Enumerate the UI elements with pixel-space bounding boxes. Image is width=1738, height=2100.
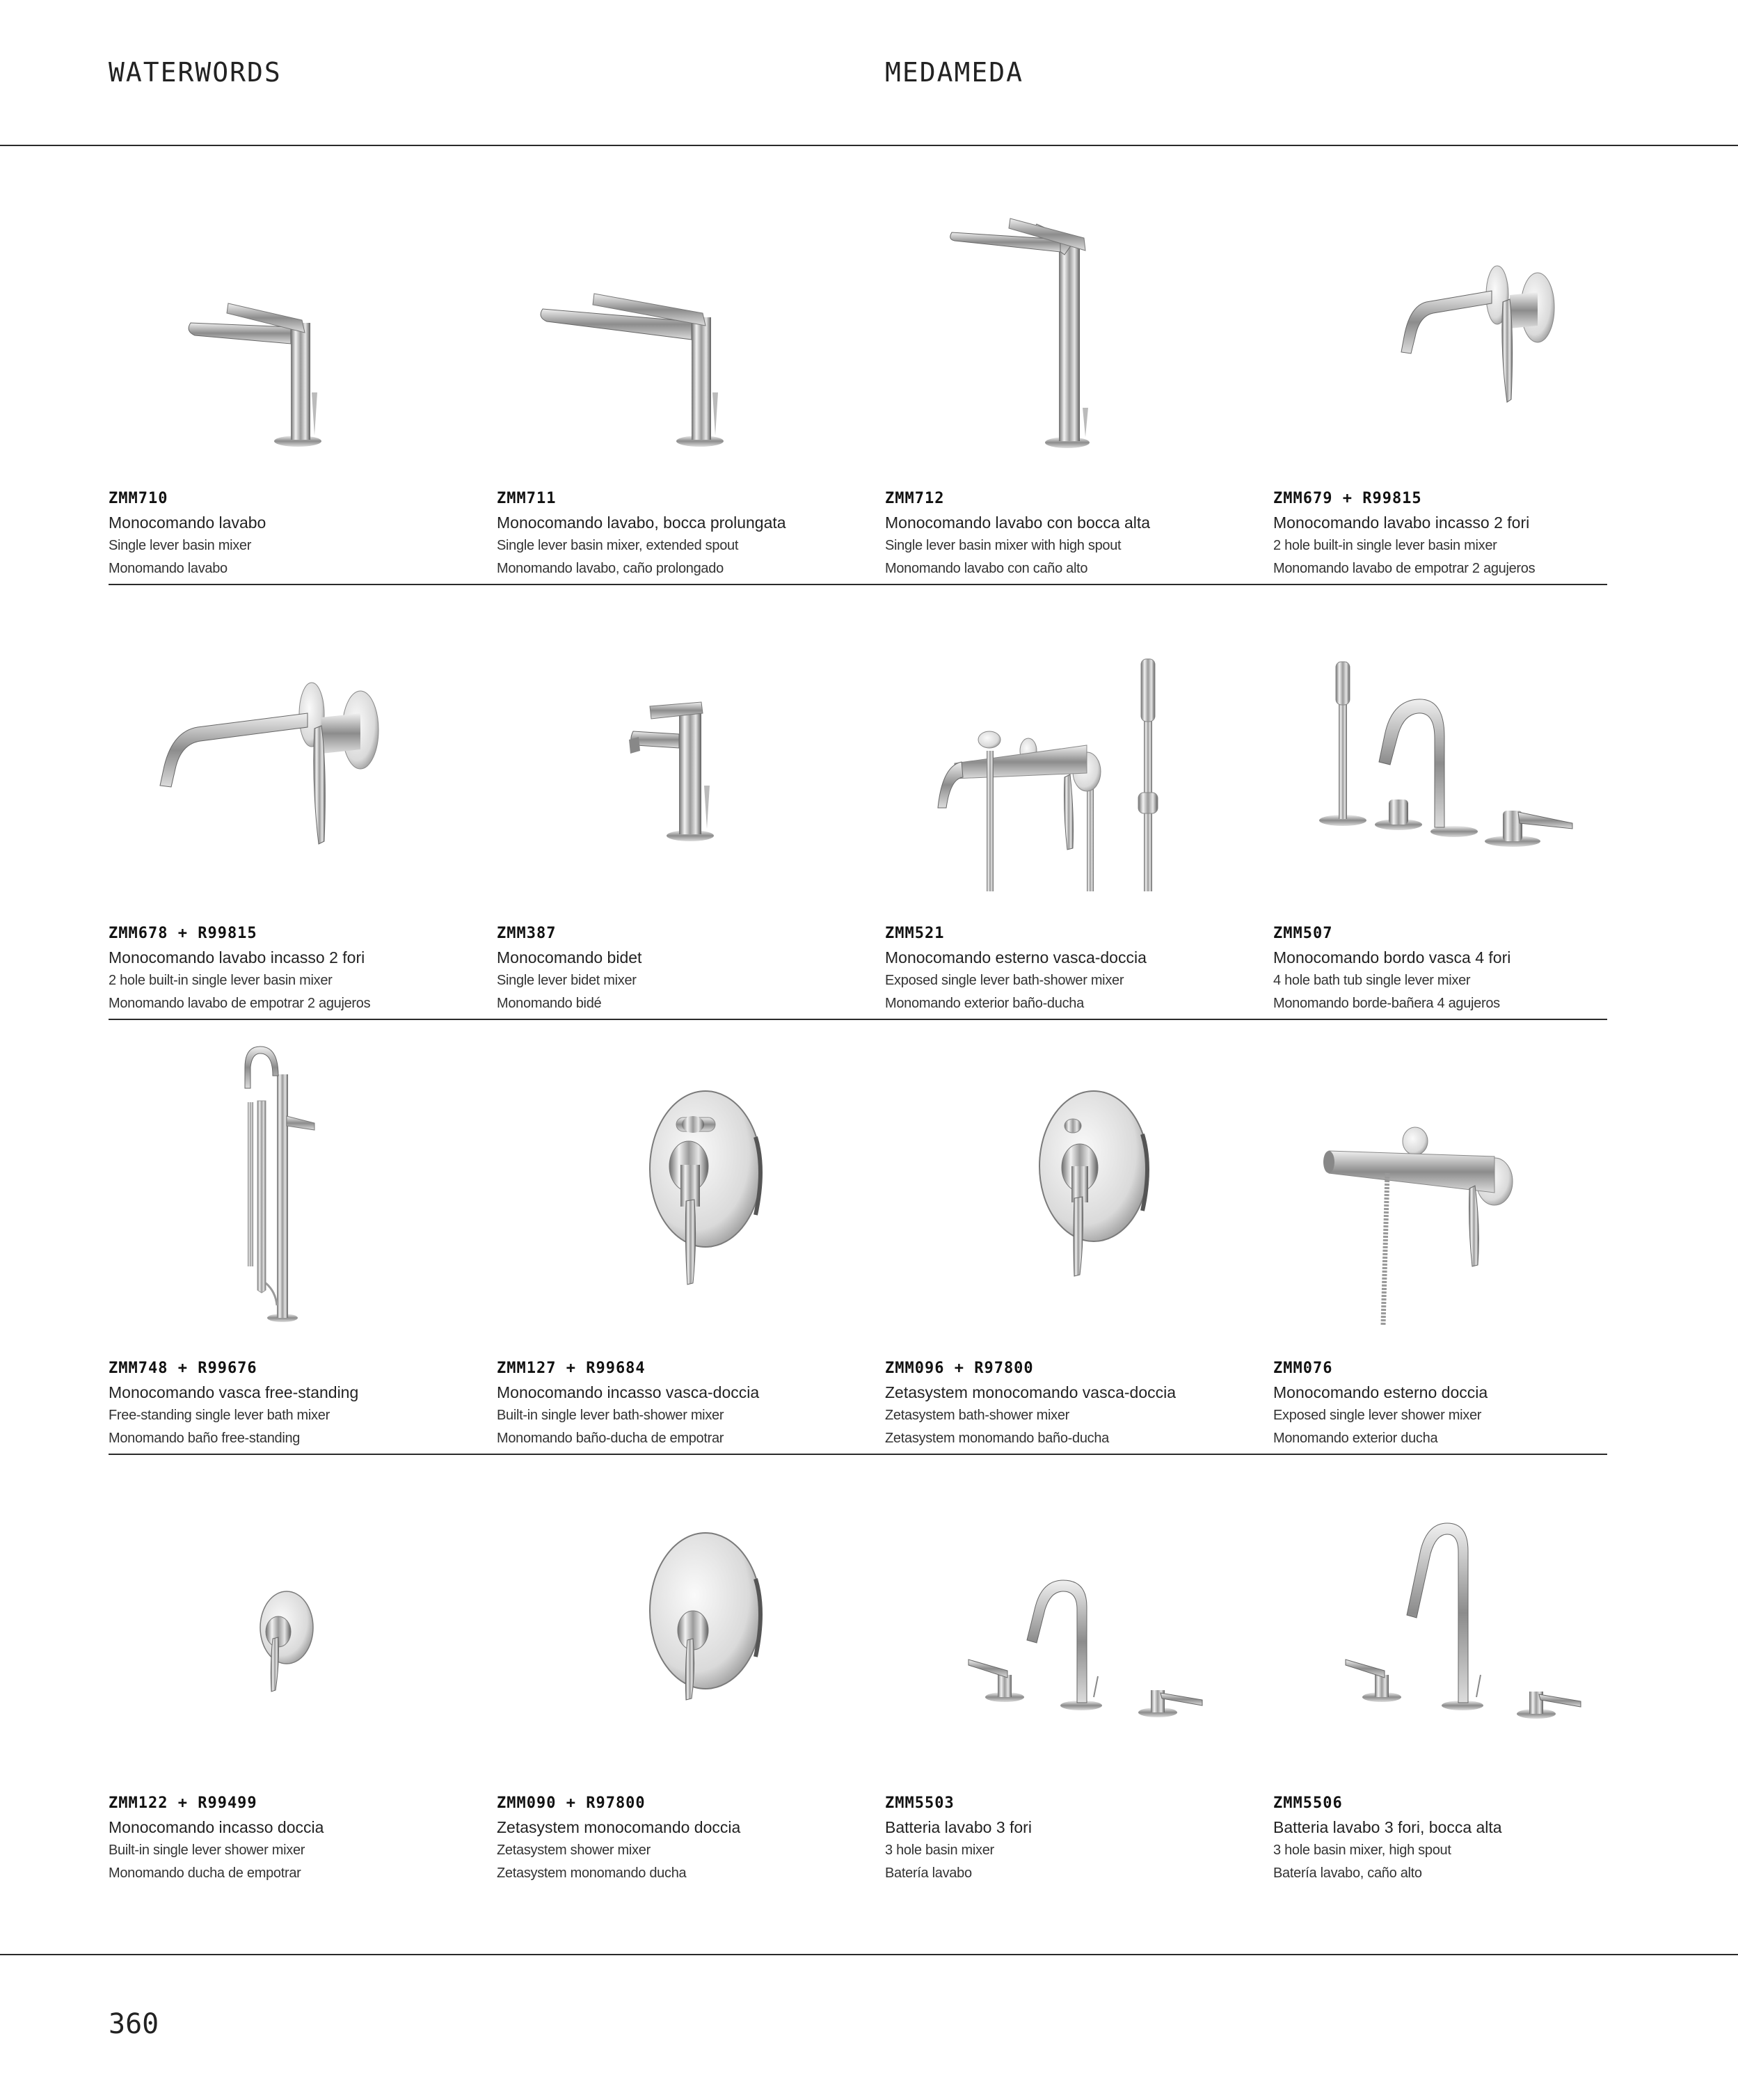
product-name-it: Monocomando vasca free-standing xyxy=(109,1383,359,1401)
product-row-3 xyxy=(109,1019,1607,1455)
product-name-es: Zetasystem monomando ducha xyxy=(497,1866,687,1881)
product-name-es: Monomando exterior baño-ducha xyxy=(885,996,1084,1011)
product-card[interactable] xyxy=(109,1019,497,1454)
product-name-en: 2 hole built-in single lever basin mixer xyxy=(1273,538,1497,553)
product-name-it: Monocomando esterno vasca-doccia xyxy=(885,948,1147,967)
zetasystem-shower-icon xyxy=(497,1454,885,1760)
3-hole-basin-mixer-high-icon xyxy=(1273,1454,1661,1760)
product-name-it: Monocomando esterno doccia xyxy=(1273,1383,1488,1401)
product-code: ZMM507 xyxy=(1273,925,1333,942)
product-code: ZMM090 + R97800 xyxy=(497,1795,646,1812)
product-code: ZMM678 + R99815 xyxy=(109,925,257,942)
series-title: MEDAMEDA xyxy=(885,57,1024,88)
page-header xyxy=(0,0,1738,146)
product-name-it: Monocomando incasso vasca-doccia xyxy=(497,1383,760,1401)
product-name-es: Monomando lavabo xyxy=(109,561,228,576)
product-code: ZMM712 xyxy=(885,490,945,507)
product-code: ZMM387 xyxy=(497,925,557,942)
product-name-it: Monocomando lavabo con bocca alta xyxy=(885,514,1151,532)
product-card[interactable] xyxy=(497,1454,885,1888)
product-name-it: Monocomando lavabo incasso 2 fori xyxy=(109,948,365,967)
product-card[interactable] xyxy=(109,1454,497,1888)
product-code: ZMM710 xyxy=(109,490,168,507)
page-number: 360 xyxy=(109,2008,159,2040)
product-name-es: Monomando borde-bañera 4 agujeros xyxy=(1273,996,1500,1011)
product-name-it: Batteria lavabo 3 fori, bocca alta xyxy=(1273,1818,1502,1836)
product-card[interactable] xyxy=(1273,1019,1661,1454)
product-name-es: Monomando exterior ducha xyxy=(1273,1431,1438,1446)
freestanding-bath-mixer-icon xyxy=(109,1019,497,1325)
product-card[interactable] xyxy=(885,1454,1273,1888)
zetasystem-bath-shower-icon xyxy=(885,1019,1273,1325)
product-name-en: Built-in single lever bath-shower mixer xyxy=(497,1408,724,1423)
product-name-en: 2 hole built-in single lever basin mixer xyxy=(109,973,333,988)
product-code: ZMM096 + R97800 xyxy=(885,1360,1034,1377)
3-hole-basin-mixer-icon xyxy=(885,1454,1273,1760)
product-code: ZMM076 xyxy=(1273,1360,1333,1377)
collection-title: WATERWORDS xyxy=(109,57,282,88)
basin-mixer-high-icon xyxy=(885,149,1273,455)
product-name-es: Batería lavabo, caño alto xyxy=(1273,1866,1422,1881)
product-name-es: Monomando ducha de empotrar xyxy=(109,1866,301,1881)
product-name-it: Zetasystem monocomando doccia xyxy=(497,1818,741,1836)
product-name-es: Monomando lavabo de empotrar 2 agujeros xyxy=(1273,561,1536,576)
basin-mixer-icon xyxy=(109,149,497,455)
product-card[interactable] xyxy=(885,1019,1273,1454)
bath-shower-mixer-icon xyxy=(885,584,1273,890)
product-name-en: Free-standing single lever bath mixer xyxy=(109,1408,330,1423)
product-name-en: Built-in single lever shower mixer xyxy=(109,1843,305,1858)
product-name-en: Single lever basin mixer, extended spout xyxy=(497,538,739,553)
product-card[interactable] xyxy=(1273,149,1661,584)
product-name-es: Monomando bidé xyxy=(497,996,602,1011)
product-row-2 xyxy=(109,584,1607,1020)
product-name-it: Monocomando lavabo xyxy=(109,514,266,532)
product-card[interactable] xyxy=(109,149,497,584)
page-footer-rule xyxy=(0,1954,1738,1955)
built-in-diverter-mixer-icon xyxy=(497,1019,885,1325)
product-name-en: 4 hole bath tub single lever mixer xyxy=(1273,973,1471,988)
product-name-it: Monocomando bidet xyxy=(497,948,642,967)
product-name-it: Zetasystem monocomando vasca-doccia xyxy=(885,1383,1177,1401)
product-name-en: Single lever basin mixer with high spout xyxy=(885,538,1122,553)
built-in-shower-mixer-icon xyxy=(109,1454,497,1760)
product-code: ZMM521 xyxy=(885,925,945,942)
product-name-en: Exposed single lever bath-shower mixer xyxy=(885,973,1124,988)
product-name-en: Zetasystem bath-shower mixer xyxy=(885,1408,1070,1423)
product-code: ZMM748 + R99676 xyxy=(109,1360,257,1377)
product-code: ZMM711 xyxy=(497,490,557,507)
product-name-en: Single lever basin mixer xyxy=(109,538,252,553)
product-name-es: Monomando lavabo con caño alto xyxy=(885,561,1088,576)
bidet-mixer-icon xyxy=(497,584,885,890)
product-name-en: 3 hole basin mixer, high spout xyxy=(1273,1843,1451,1858)
product-card[interactable] xyxy=(497,1019,885,1454)
product-card[interactable] xyxy=(885,149,1273,584)
product-card[interactable] xyxy=(497,149,885,584)
product-card[interactable] xyxy=(885,584,1273,1019)
product-code: ZMM679 + R99815 xyxy=(1273,490,1422,507)
product-name-it: Monocomando lavabo incasso 2 fori xyxy=(1273,514,1530,532)
product-name-it: Monocomando incasso doccia xyxy=(109,1818,324,1836)
product-row-4 xyxy=(109,1454,1607,1888)
product-name-es: Batería lavabo xyxy=(885,1866,972,1881)
product-card[interactable] xyxy=(109,584,497,1019)
product-name-es: Monomando lavabo de empotrar 2 agujeros xyxy=(109,996,371,1011)
product-name-en: Exposed single lever shower mixer xyxy=(1273,1408,1482,1423)
product-name-es: Monomando baño-ducha de empotrar xyxy=(497,1431,724,1446)
product-name-en: Zetasystem shower mixer xyxy=(497,1843,651,1858)
product-name-it: Monocomando lavabo, bocca prolungata xyxy=(497,514,786,532)
basin-mixer-extended-icon xyxy=(497,149,885,455)
product-name-en: Single lever bidet mixer xyxy=(497,973,637,988)
product-code: ZMM127 + R99684 xyxy=(497,1360,646,1377)
product-row-1 xyxy=(109,149,1607,585)
wall-basin-mixer-long-icon xyxy=(109,584,497,890)
product-name-it: Monocomando bordo vasca 4 fori xyxy=(1273,948,1511,967)
exposed-shower-mixer-icon xyxy=(1273,1019,1661,1325)
product-code: ZMM5506 xyxy=(1273,1795,1343,1812)
product-name-en: 3 hole basin mixer xyxy=(885,1843,994,1858)
product-code: ZMM122 + R99499 xyxy=(109,1795,257,1812)
product-code: ZMM5503 xyxy=(885,1795,955,1812)
product-card[interactable] xyxy=(1273,584,1661,1019)
product-name-it: Batteria lavabo 3 fori xyxy=(885,1818,1032,1836)
product-card[interactable] xyxy=(497,584,885,1019)
product-name-es: Monomando baño free-standing xyxy=(109,1431,301,1446)
product-card[interactable] xyxy=(1273,1454,1661,1888)
product-name-es: Monomando lavabo, caño prolongado xyxy=(497,561,724,576)
product-name-es: Zetasystem monomando baño-ducha xyxy=(885,1431,1109,1446)
wall-basin-mixer-icon xyxy=(1273,149,1661,455)
bath-4-hole-mixer-icon xyxy=(1273,584,1661,890)
